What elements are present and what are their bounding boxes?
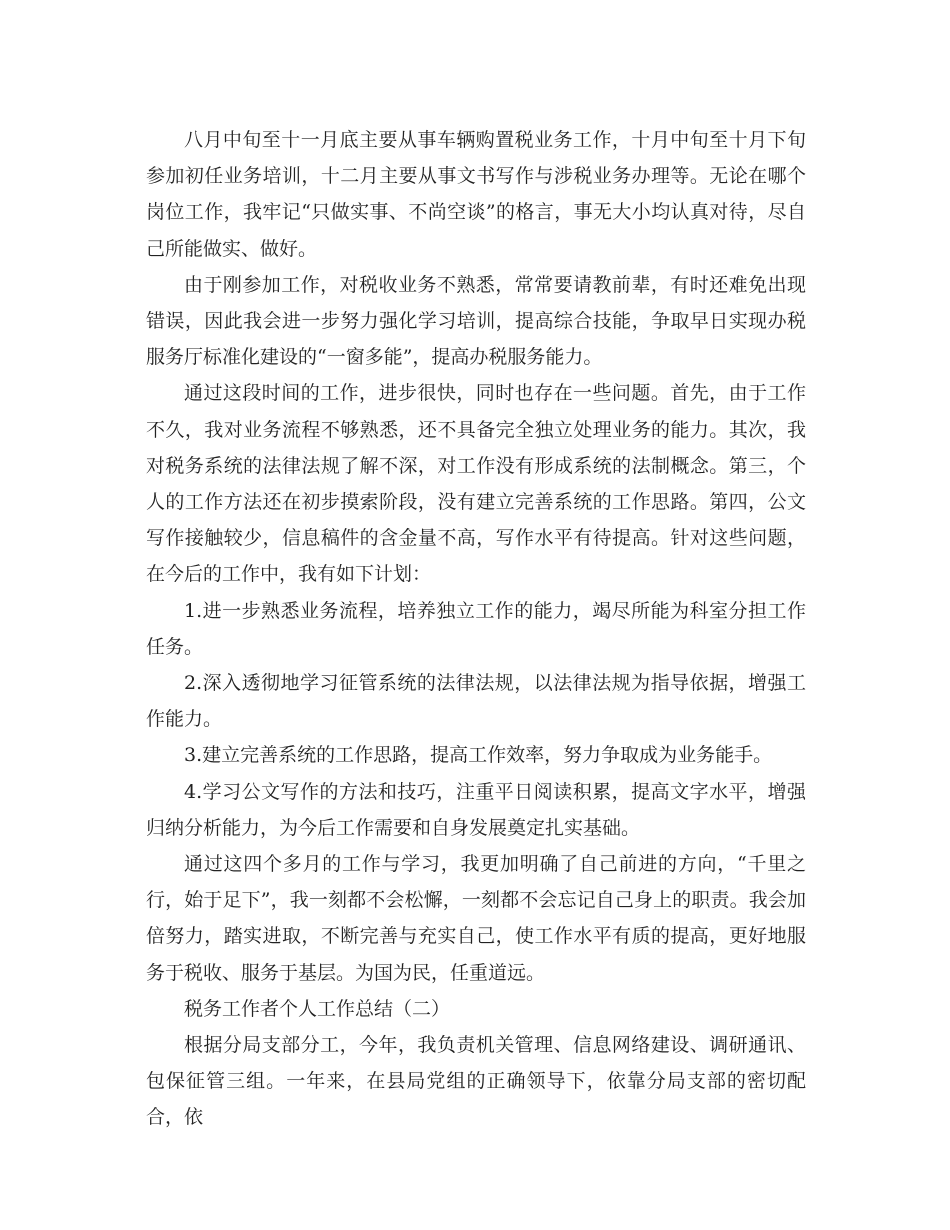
section-heading: 税务工作者个人工作总结（二） (184, 997, 451, 1020)
plan-item-2: 2.深入透彻地学习征管系统的法律法规，以法律法规为指导依据，增强工作能力。 (146, 672, 806, 731)
paragraph-learning-plan: 由于刚参加工作，对税收业务不熟悉，常常要请教前辈，有时还难免出现错误，因此我会进一步努力强化学习培训，提高综合技能，争取早日实现办税服务厅标准化建设的“一窗多能”，提高办税服务能力。 (146, 273, 806, 369)
paragraph-conclusion: 通过这四个多月的工作与学习，我更加明确了自己前进的方向，“千里之行，始于足下”，我一刻都不会松懈，一刻都不会忘记自己身上的职责。我会加倍努力，踏实进取，不断完善与充实自己，使工作水平有质的提高，更好地服务于税收、服务于基层。为国为民，任重道远。 (146, 853, 806, 984)
paragraph-section-two-intro: 根据分局支部分工，今年，我负责机关管理、信息网络建设、调研通讯、包保征管三组。一年来，在县局党组的正确领导下，依靠分局支部的密切配合，依 (146, 1034, 806, 1129)
plan-item-4: 4.学习公文写作的方法和技巧，注重平日阅读积累，提高文字水平，增强归纳分析能力，为今后工作需要和自身发展奠定扎实基础。 (146, 780, 806, 839)
document-body (146, 122, 806, 1136)
paragraph-work-duties: 八月中旬至十一月底主要从事车辆购置税业务工作，十月中旬至十月下旬参加初任业务培训，十二月主要从事文书写作与涉税业务办理等。无论在哪个岗位工作，我牢记“只做实事、不尚空谈”的格言，事无大小均认真对待，尽自己所能做实、做好。 (146, 129, 806, 260)
plan-item-3: 3.建立完善系统的工作思路，提高工作效率，努力争取成为业务能手。 (184, 744, 773, 767)
paragraph-problems: 通过这段时间的工作，进步很快，同时也存在一些问题。首先，由于工作不久，我对业务流程不够熟悉，还不具备完全独立处理业务的能力。其次，我对税务系统的法律法规了解不深，对工作没有形成系统的法制概念。第三，个人的工作方法还在初步摸索阶段，没有建立完善系统的工作思路。第四，公文写作接触较少，信息稿件的含金量不高，写作水平有待提高。针对这些问题，在今后的工作中，我有如下计划： (146, 382, 806, 586)
plan-item-1: 1.进一步熟悉业务流程，培养独立工作的能力，竭尽所能为科室分担工作任务。 (146, 599, 806, 658)
